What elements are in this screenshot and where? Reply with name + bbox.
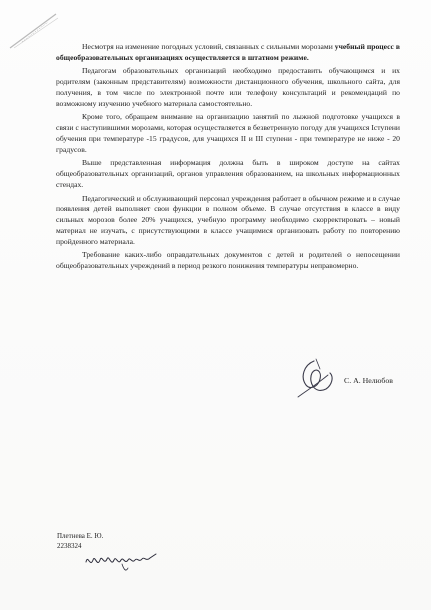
executor-phone: 2238324 — [57, 542, 82, 550]
paragraph-3: Кроме того, обращаем внимание на организацию занятий по лыжной подготовке учащихся в связи с наступившими морозами, которая осуществляется в безветренную погоду для учащихся Iступени обучения при температуре -15 градусов, для учащихся II и III ступени - при температуре не ниже - 20 градусов. — [56, 112, 400, 154]
paragraph-1 — [56, 42, 400, 64]
executor-name: Плетнева Е. Ю. — [57, 532, 104, 540]
paragraph-5: Педагогический и обслуживающий персонал учреждения работает в обычном режиме и в случае появления детей выполняет свои функции в полном объеме. В случае отсутствия в классе в виду сильных морозов более 20% учащихся, учебную программу необходимо скорректировать – новый материал не изучать, с присутствующими в классе учащимися организовать работу по повторению пройденного материала. — [56, 193, 400, 246]
signer-name: С. А. Нелюбов — [344, 376, 393, 385]
paragraph-1-text: Несмотря на изменение погодных условий, связанных с сильными морозами — [82, 42, 333, 51]
corner-scan-mark — [8, 8, 60, 50]
paragraph-4: Выше представленная информация должна быть в широком доступе на сайтах общеобразовательных организаций, органов управления образованием, на школьных информационных стендах. — [56, 158, 400, 189]
paragraph-2: Педагогам образовательных организаций необходимо предоставить обучающимся и их родителям (законным представителям) возможности дистанционного обучения, школьного сайта, для получения, в том числе по электронной почте или телефону консультаций и рекомендаций по возможному изучению учебного материала самостоятельно. — [56, 66, 400, 108]
handwritten-signature — [290, 355, 350, 405]
paragraph-1-bold-text: учебный процесс в общеобразовательных организациях осуществляется в штатном режиме. — [56, 42, 401, 62]
paragraph-6: Требование каких-либо оправдательных документов с детей и родителей о непосещении общеобразовательных учреждений в период резкого понижения температуры неправомерно. — [56, 250, 400, 271]
handwritten-note — [82, 548, 162, 574]
letter-body — [56, 42, 400, 275]
